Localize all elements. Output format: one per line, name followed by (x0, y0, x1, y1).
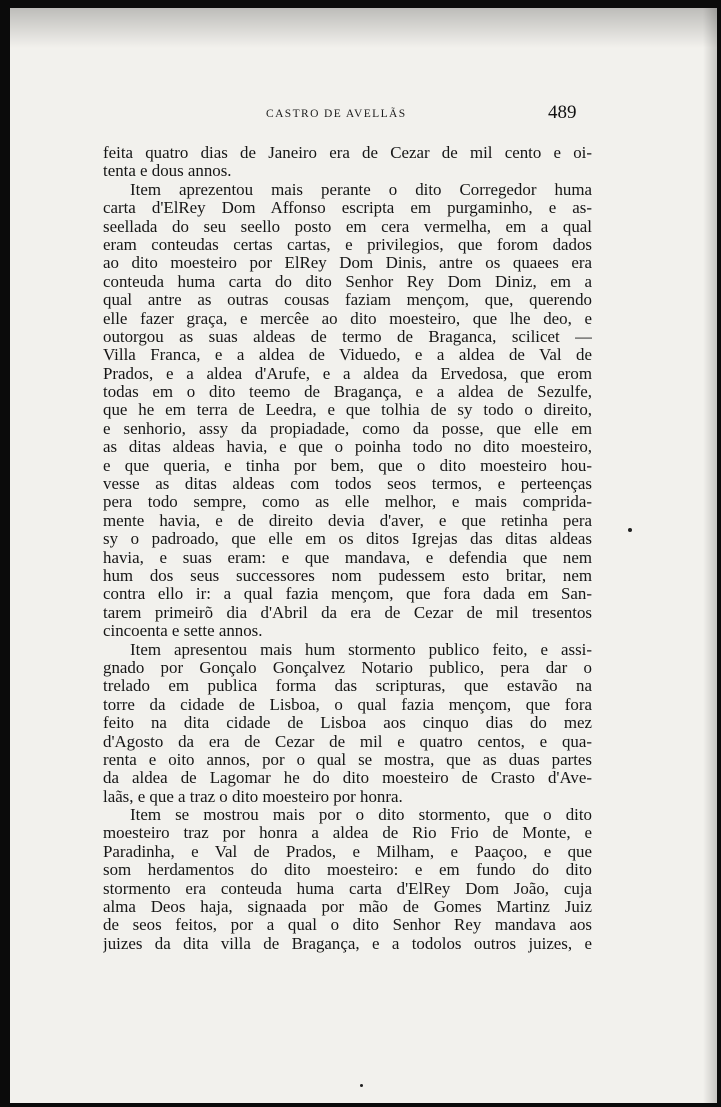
text-line: Villa Franca, e a aldea de Viduedo, e a aldea de Val de (103, 346, 592, 365)
text-line: Item aprezentou mais perante o dito Corregedor huma (130, 180, 592, 199)
text-line: torre da cidade de Lisboa, o qual fazia mençom, que fora (103, 695, 592, 714)
text-line: stormento era conteuda huma carta d'ElRey Dom João, cuja (103, 879, 592, 898)
text-line: tenta e dous annos. (103, 162, 232, 181)
text-line: Item se mostrou mais por o dito stormento, que o dito (130, 806, 592, 825)
text-line: contra ello ir: a qual fazia mençom, que fora dada em San- (103, 585, 592, 604)
text-line: eram conteudas certas cartas, e privilegios, que forom dados (103, 235, 592, 254)
text-line: Prados, e a aldea d'Arufe, e a aldea da Ervedosa, que erom (103, 364, 592, 383)
text-line: feito na dita cidade de Lisboa aos cinquo dias do mez (103, 714, 592, 733)
text-line: as ditas aldeas havia, e que o poinha todo no dito moesteiro, (103, 438, 592, 457)
text-line: havia, e suas eram: e que mandava, e defendia que nem (103, 548, 592, 567)
text-line: outorgou as suas aldeas de termo de Braganca, scilicet — (103, 327, 592, 346)
page-number: 489 (548, 102, 577, 123)
text-line: Paradinha, e Val de Prados, e Milham, e Paaçoo, e que (103, 842, 592, 861)
running-head (10, 102, 717, 126)
text-line: qual antre as outras cousas faziam mençom, que, querendo (103, 291, 592, 310)
text-line: feita quatro dias de Janeiro era de Cezar de mil cento e oi- (103, 144, 592, 162)
text-line: todas em o dito teemo de Bragança, e a aldea de Sezulfe, (103, 383, 592, 402)
text-line: Item apresentou mais hum stormento publico feito, e assi- (130, 640, 592, 659)
text-line: ao dito moesteiro por ElRey Dom Dinis, antre os quaees era (103, 254, 592, 273)
text-line: elle fazer graça, e mercêe ao dito moesteiro, que lhe deo, e (103, 309, 592, 328)
text-line: som herdamentos do dito moesteiro: e em fundo do dito (103, 861, 592, 880)
text-line: d'Agosto da era de Cezar de mil e quatro centos, e qua- (103, 732, 592, 751)
book-page (10, 8, 717, 1103)
text-line: gnado por Gonçalo Gonçalvez Notario publico, pera dar o (103, 658, 592, 677)
body-text (103, 144, 592, 953)
text-line: e senhorio, assy da propiadade, como da posse, que elle em (103, 419, 592, 438)
text-line: renta e oito annos, por o qual se mostra, que as duas partes (103, 750, 592, 769)
text-line: e que queria, e tinha por bem, que o dito moesteiro hou- (103, 456, 592, 475)
text-line: carta d'ElRey Dom Affonso escripta em purgaminho, e as- (103, 199, 592, 218)
text-line: mente havia, e de direito devia d'aver, e que retinha pera (103, 511, 592, 530)
ink-speck (360, 1084, 363, 1087)
text-line: alma Deos haja, signaada por mão de Gomes Martinz Juiz (103, 898, 592, 917)
text-line: de seos feitos, por a qual o dito Senhor Rey mandava aos (103, 916, 592, 935)
text-line: cincoenta e sette annos. (103, 622, 263, 641)
text-line: sy o padroado, que elle em os ditos Igrejas das ditas aldeas (103, 530, 592, 549)
text-line: pera todo sempre, como as elle melhor, e mais comprida- (103, 493, 592, 512)
text-line: trelado em publica forma das scripturas, que estavão na (103, 677, 592, 696)
ink-speck (628, 528, 632, 532)
text-line: seellada do seu seello posto em cera vermelha, em a qual (103, 217, 592, 236)
text-line: hum dos seus successores nom pudessem esto britar, nem (103, 566, 592, 585)
text-line: tarem primeirõ dia d'Abril da era de Cezar de mil tresentos (103, 603, 592, 622)
running-title: CASTRO DE AVELLÃS (266, 108, 407, 120)
text-line: moesteiro traz por honra a aldea de Rio Frio de Monte, e (103, 824, 592, 843)
text-line: vesse as ditas aldeas com todos seos termos, e perteenças (103, 475, 592, 494)
text-line: juizes da dita villa de Bragança, e a todolos outros juizes, e (103, 934, 592, 953)
text-line: conteuda huma carta do dito Senhor Rey Dom Diniz, em a (103, 272, 592, 291)
text-line: laãs, e que a traz o dito moesteiro por honra. (103, 787, 403, 806)
text-line: da aldea de Lagomar he do dito moesteiro de Crasto d'Ave- (103, 769, 592, 788)
text-line: que he em terra de Leedra, e que tolhia de sy todo o direito, (103, 401, 592, 420)
